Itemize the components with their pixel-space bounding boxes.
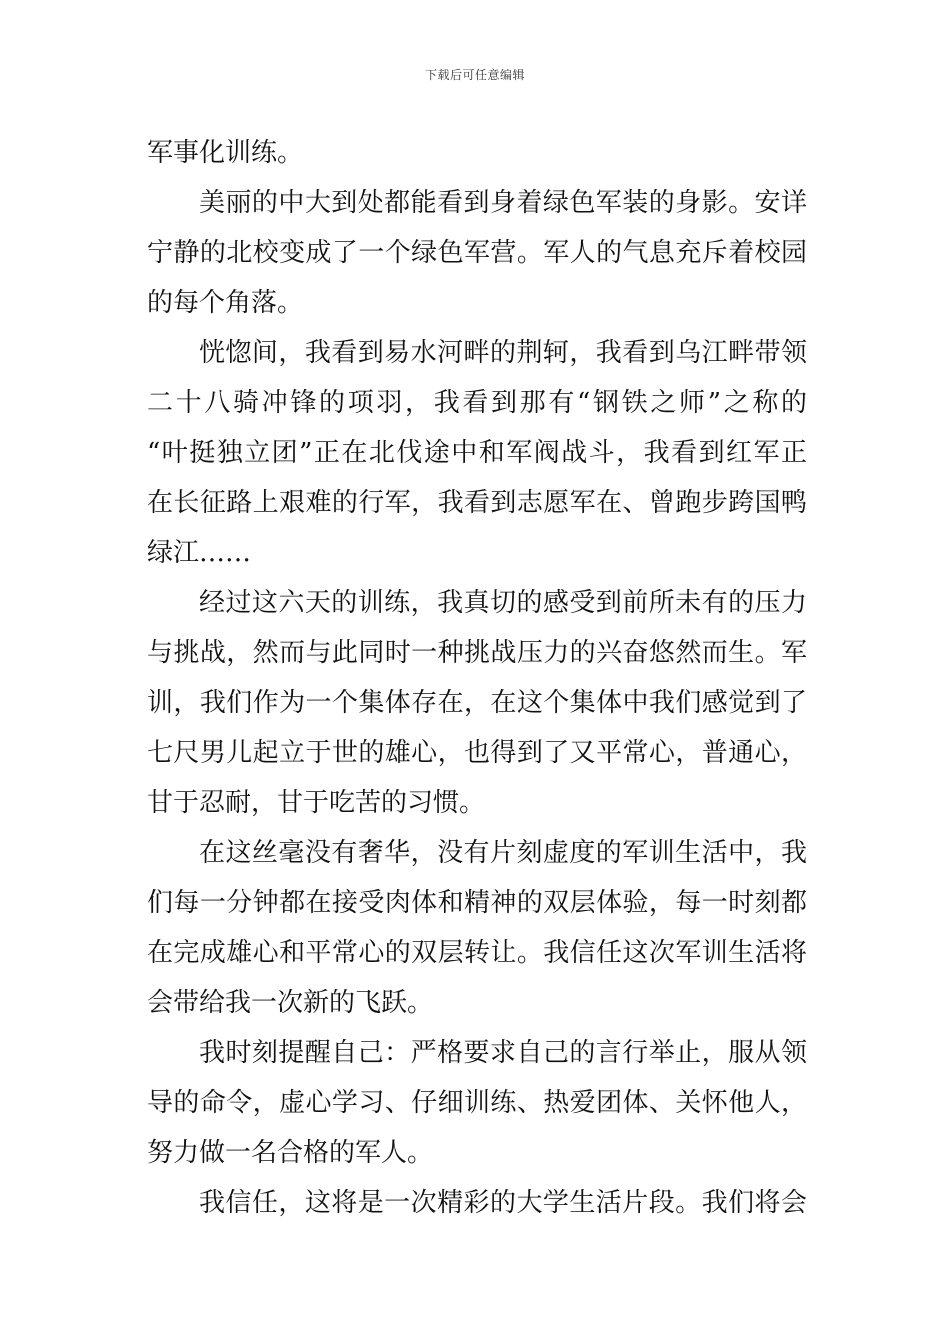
paragraph-first-line: 我信任，这将是一次精彩的大学生活片段。我们将会 xyxy=(199,1188,807,1218)
text-line: 的每个角落。 xyxy=(147,288,304,318)
paragraph-first-line: 经过这六天的训练，我真切的感受到前所未有的压力 xyxy=(199,588,807,618)
paragraph-first-line: 美丽的中大到处都能看到身着绿色军装的身影。安详 xyxy=(199,188,807,218)
text-line: 训，我们作为一个集体存在，在这个集体中我们感觉到了 xyxy=(147,688,807,718)
text-line: 们每一分钟都在接受肉体和精神的双层体验，每一时刻都 xyxy=(147,888,807,918)
text-line: 甘于忍耐，甘于吃苦的习惯。 xyxy=(147,788,486,818)
text-line: 在完成雄心和平常心的双层转让。我信任这次军训生活将 xyxy=(147,938,807,968)
text-line: 宁静的北校变成了一个绿色军营。军人的气息充斥着校园 xyxy=(147,238,807,268)
paragraph-first-line: 我时刻提醒自己：严格要求自己的言行举止，服从领 xyxy=(199,1038,807,1068)
text-line: 会带给我一次新的飞跃。 xyxy=(147,988,434,1018)
paragraph-first-line: 在这丝毫没有奢华，没有片刻虚度的军训生活中，我 xyxy=(199,838,807,868)
page-header: 下载后可任意编辑 xyxy=(424,68,525,82)
text-line: 在长征路上艰难的行军，我看到志愿军在、曾跑步跨国鸭 xyxy=(147,488,807,518)
body-text xyxy=(147,128,807,1228)
text-line: 导的命令，虚心学习、仔细训练、热爱团体、关怀他人， xyxy=(147,1088,807,1118)
text-line: “叶挺独立团”正在北伐途中和军阀战斗，我看到红军正 xyxy=(147,438,807,468)
text-line: 军事化训练。 xyxy=(147,138,304,168)
text-line: 努力做一名合格的军人。 xyxy=(147,1138,434,1168)
text-line: 二十八骑冲锋的项羽，我看到那有“钢铁之师”之称的 xyxy=(147,388,807,418)
text-line: 与挑战，然而与此同时一种挑战压力的兴奋悠然而生。军 xyxy=(147,638,807,668)
text-line: 绿江…… xyxy=(147,538,252,568)
text-line: 七尺男儿起立于世的雄心，也得到了又平常心，普通心， xyxy=(147,738,807,768)
paragraph-first-line: 恍惚间，我看到易水河畔的荆轲，我看到乌江畔带领 xyxy=(199,338,807,368)
